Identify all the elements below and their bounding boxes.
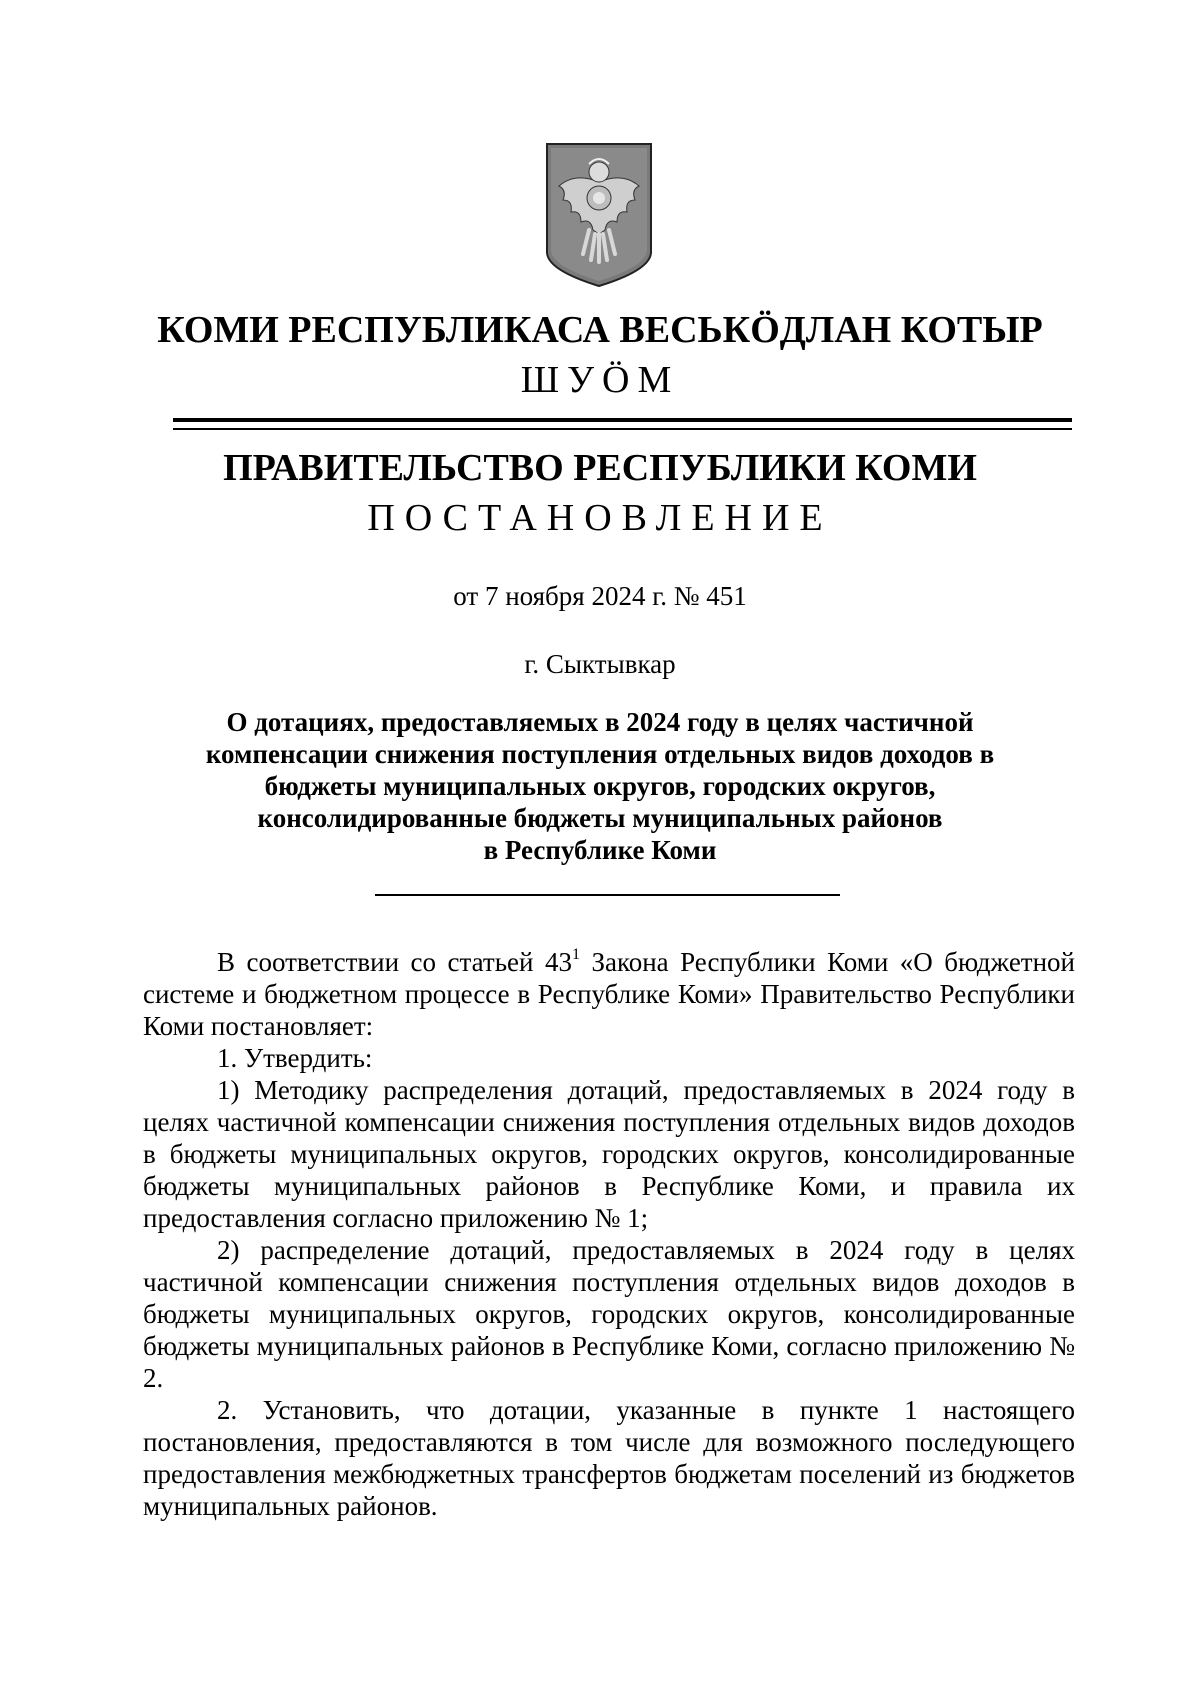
paragraph-1-2: 2) распределение дотаций, предоставляемых в 2024 году в целях частичной компенсации снижения поступления отдельных видов доходов в бюджеты муниципальных округов, городских округов, консолидированные бюджеты муниципальных районов в Республике Коми, согласно приложению № 2. xyxy=(143,1235,1075,1393)
heading-line: компенсации снижения поступления отдельных видов доходов в xyxy=(205,739,995,769)
paragraph-1-1: 1) Методику распределения дотаций, предоставляемых в 2024 году в целях частичной компенсации снижения поступления отдельных видов доходов в бюджеты муниципальных округов, городских округов, консолидированные бюджеты муниципальных районов в Республике Коми, и правила их предоставления согласно приложению № 1; xyxy=(143,1075,1075,1233)
header-divider-thick xyxy=(173,418,1072,422)
heading-line: бюджеты муниципальных округов, городских округов, xyxy=(264,771,936,801)
header-divider-thin xyxy=(173,428,1072,430)
document-city: г. Сыктывкар xyxy=(524,649,676,679)
heading-line: консолидированные бюджеты муниципальных районов xyxy=(257,803,943,833)
heading-underline xyxy=(375,894,840,896)
document-body xyxy=(143,946,1075,1522)
komi-coat-of-arms-icon xyxy=(545,142,653,288)
government-title: ПРАВИТЕЛЬСТВО РЕСПУБЛИКИ КОМИ xyxy=(223,447,977,489)
superscript: 1 xyxy=(571,946,580,963)
heading-line: в Республике Коми xyxy=(483,835,717,865)
paragraph-1: 1. Утвердить: xyxy=(217,1043,373,1073)
document-date-number: от 7 ноября 2024 г. № 451 xyxy=(453,581,747,611)
komi-government-title: КОМИ РЕСПУБЛИКАСА ВЕСЬКӦДЛАН КОТЫР xyxy=(157,309,1043,351)
komi-document-type: ШУӦМ xyxy=(520,359,680,401)
heading-line: О дотациях, предоставляемых в 2024 году в целях частичной xyxy=(226,707,974,737)
document-type: ПОСТАНОВЛЕНИЕ xyxy=(367,497,833,539)
intro-paragraph: В соответствии со статьей $43^1$ Закона Республики Коми «О бюджетной системе и бюджетном процессе в Республике Коми» Правительство Республики Коми постановляет: xyxy=(143,946,1076,1041)
paragraph-2: 2. Установить, что дотации, указанные в пункте 1 настоящего постановления, предоставляются в том числе для возможного последующего предоставления межбюджетных трансфертов бюджетам поселений из бюджетов муниципальных районов. xyxy=(143,1395,1075,1521)
document-heading xyxy=(150,706,1050,866)
